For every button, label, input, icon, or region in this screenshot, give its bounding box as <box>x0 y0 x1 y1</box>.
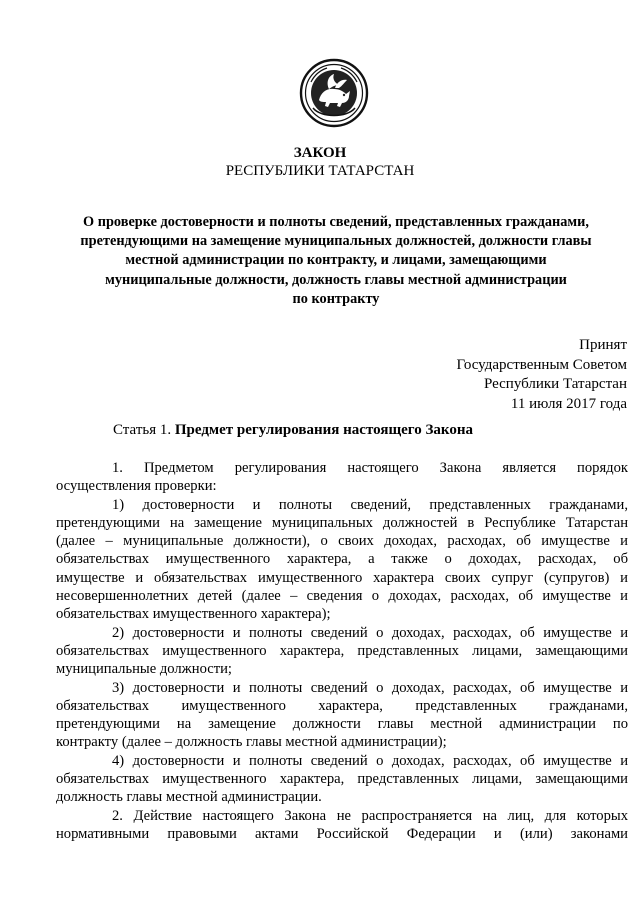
paragraph-line: должность главы местной администрации. <box>56 789 322 806</box>
article-body <box>56 459 628 843</box>
title-line: О проверке достоверности и полноты сведений, представленных гражданами, <box>83 214 589 230</box>
paragraph-line: осуществления проверки: <box>56 478 217 495</box>
adopted-by: Государственным Советом <box>456 356 627 373</box>
paragraph-line: (далее – муниципальные должности), о своих доходах, расходах, об имуществе и <box>56 533 628 550</box>
adopted-republic: Республики Татарстан <box>483 376 627 392</box>
law-label: ЗАКОН <box>293 145 347 161</box>
adoption-block <box>457 336 628 414</box>
adopted-label: Принят <box>579 337 627 353</box>
paragraph-line: несовершеннолетних детей (далее – сведения о доходах, расходах, об имуществе и <box>56 588 628 605</box>
paragraph-line: 2) достоверности и полноты сведений о доходах, расходах, об имуществе и <box>112 624 628 641</box>
paragraph-line: обязательствах имущественного характера, а также о доходах, расходах, об <box>56 551 628 568</box>
paragraph-line: 3) достоверности и полноты сведений о доходах, расходах, об имуществе и <box>112 679 628 696</box>
title-line: претендующими на замещение муниципальных должностей, должности главы <box>80 233 592 250</box>
paragraph-line: контракту (далее – должность главы местной администрации); <box>56 734 447 751</box>
adoption-date: 11 июля 2017 года <box>510 395 627 412</box>
article-number: Статья 1. <box>113 422 172 438</box>
article-title: Предмет регулирования настоящего Закона <box>174 422 473 438</box>
paragraph-line: муниципальные должности; <box>56 661 232 678</box>
title-line: по контракту <box>292 290 380 307</box>
republic-name: РЕСПУБЛИКИ ТАТАРСТАН <box>225 163 415 179</box>
coat-of-arms-emblem <box>299 58 369 128</box>
title-line: муниципальные должности, должность главы местной администрации <box>105 271 567 288</box>
paragraph-line: 1) достоверности и полноты сведений, представленных гражданами, <box>112 496 628 513</box>
paragraph-line: 4) достоверности и полноты сведений о доходах, расходах, об имуществе и <box>112 752 628 769</box>
article-heading <box>113 421 473 440</box>
paragraph-line: обязательствах имущественного характера, представленных лицами, замещающими <box>56 771 628 788</box>
paragraph-line: 2. Действие настоящего Закона не распространяется на лиц, для которых <box>112 807 628 824</box>
paragraph-line: имуществе и обязательствах имущественного характера своих супруг (супругов) и <box>56 569 628 586</box>
paragraph-line: обязательствах имущественного характера, представленных гражданами, <box>56 697 628 714</box>
paragraph-line: обязательствах имущественного характера); <box>56 606 331 623</box>
paragraph-line: нормативными правовыми актами Российской Федерации и (или) законами <box>56 825 628 842</box>
tatarstan-emblem-icon <box>299 58 369 128</box>
law-title-heading <box>40 213 632 309</box>
paragraph-line: претендующими на замещение должности главы местной администрации по <box>56 716 628 733</box>
paragraph-line: 1. Предметом регулирования настоящего Закона является порядок <box>112 460 628 476</box>
title-line: местной администрации по контракту, и лицами, замещающими <box>125 252 547 269</box>
paragraph-line: обязательствах имущественного характера, представленных лицами, замещающими <box>56 642 628 659</box>
paragraph-line: претендующими на замещение муниципальных должностей в Республике Татарстан <box>56 514 628 531</box>
